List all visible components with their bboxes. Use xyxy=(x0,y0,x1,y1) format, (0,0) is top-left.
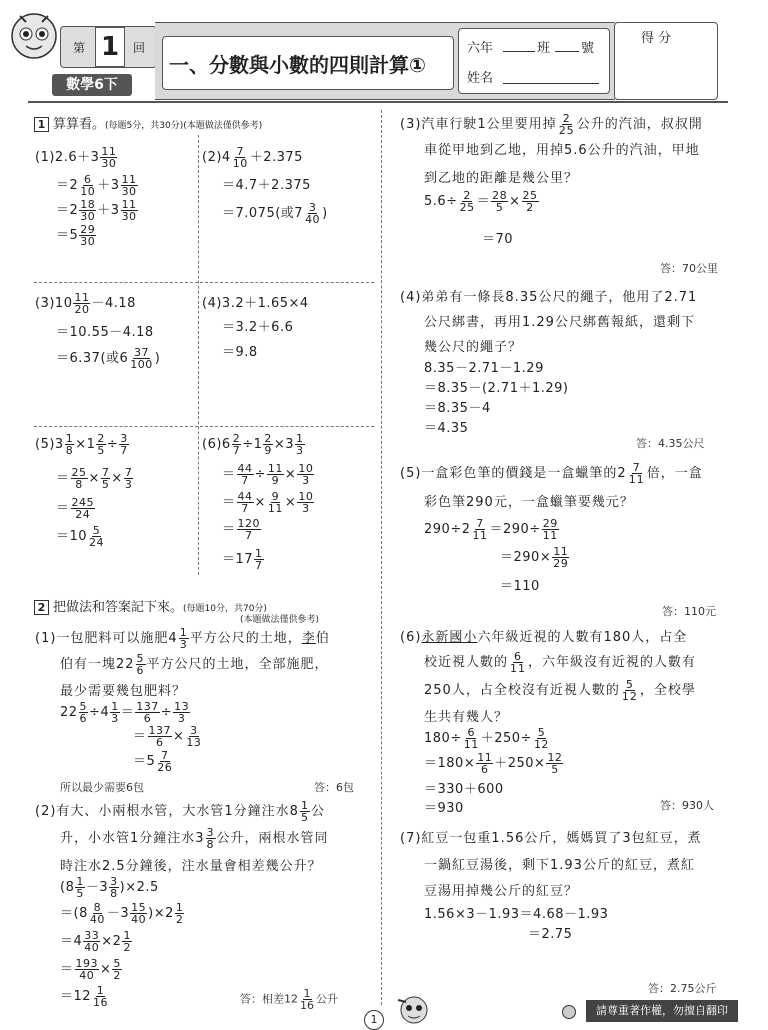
p5-step3: ＝10 $\frac{5}{24}$ xyxy=(56,524,105,549)
grid-divider xyxy=(198,135,199,575)
lesson-box xyxy=(60,26,157,68)
q2-step1: (8 $\frac{1}{5}$ －3 $\frac{3}{8}$ )×2.5 xyxy=(60,875,159,900)
p3-question: (3)10 $\frac{11}{20}$ －4.18 xyxy=(35,291,136,316)
p6-question: (6)6 $\frac{2}{7}$ ÷1 $\frac{2}{9}$ ×3 $\frac{1}{3}$ xyxy=(202,432,304,457)
q7-line1: (7)紅豆一包重1.56公斤，媽媽買了3包紅豆，煮 xyxy=(400,831,702,846)
p6-step1: ＝ $\frac{44}{7}$ ÷ $\frac{11}{9}$ × $\frac{10}{3}$ xyxy=(222,462,314,487)
q3-answer: 答：70公里 xyxy=(660,262,718,275)
grid-divider xyxy=(34,282,374,283)
q6-step1: 180÷ $\frac{6}{11}$ ＋250÷ $\frac{5}{12}$ xyxy=(424,726,549,751)
p2-question: (2)4 $\frac{7}{10}$ ＋2.375 xyxy=(202,145,303,170)
p5-question: (5)3 $\frac{1}{8}$ ×1 $\frac{2}{5}$ ÷ $\frac{3}{7}$ xyxy=(35,432,128,457)
q7-line3: 豆湯用掉幾公斤的紅豆？ xyxy=(424,884,579,899)
q5-line1: (5)一盒彩色筆的價錢是一盒蠟筆的2 $\frac{7}{11}$ 倍，一盒 xyxy=(400,461,703,486)
q4-answer: 答：4.35公尺 xyxy=(636,437,705,450)
section2-note: (每題10分，共70分) xyxy=(183,604,267,614)
p4-question: (4)3.2＋1.65×4 xyxy=(202,296,309,311)
student-info-box xyxy=(458,28,610,94)
q1-step3: ＝5 $\frac{7}{26}$ xyxy=(133,749,173,774)
q4-line3: 幾公尺的繩子？ xyxy=(424,340,523,355)
q4-step3: ＝8.35－4 xyxy=(424,401,491,416)
p5-step2: ＝ $\frac{245}{24}$ xyxy=(56,496,95,521)
q3-line3: 到乙地的距離是幾公里？ xyxy=(424,171,579,186)
q6-line1: (6)永新國小六年級近視的人數有180人，占全 xyxy=(400,630,688,645)
lesson-suffix: 回 xyxy=(133,41,146,55)
q2-step5: ＝12 $\frac{1}{16}$ xyxy=(60,984,109,1009)
p2-step2: ＝7.075(或7 $\frac{3}{40}$ ) xyxy=(222,201,328,226)
class-label: 班 xyxy=(537,41,551,56)
section2-number: 2 xyxy=(34,600,49,615)
section2-note2: (本題做法僅供參考) xyxy=(240,615,320,625)
page-number: 1 xyxy=(364,1010,384,1030)
q4-step4: ＝4.35 xyxy=(424,421,469,436)
section1-number: 1 xyxy=(34,117,49,132)
column-divider xyxy=(381,110,382,1005)
q2-answer: 答：相差12 $\frac{1}{16}$ 公升 xyxy=(240,987,338,1012)
q1-answer: 答：6包 xyxy=(314,781,354,794)
q2-step3: ＝4 $\frac{33}{40}$ ×2 $\frac{1}{2}$ xyxy=(60,929,131,954)
q1-line3: 最少需要幾包肥料？ xyxy=(60,684,187,699)
lesson-prefix: 第 xyxy=(73,41,86,55)
q5-step2: ＝290× $\frac{11}{29}$ xyxy=(500,545,569,570)
q5-step3: ＝110 xyxy=(500,579,540,594)
q3-step2: ＝70 xyxy=(482,232,514,247)
q3-line1: (3)汽車行駛1公里要用掉 $\frac{2}{25}$ 公升的汽油，叔叔開 xyxy=(400,112,703,137)
title-box xyxy=(162,36,454,90)
q6-line4: 生共有幾人？ xyxy=(424,710,509,725)
p1-step1: ＝2 $\frac{6}{10}$ ＋3 $\frac{11}{30}$ xyxy=(56,173,137,198)
q1-step2: ＝ $\frac{137}{6}$ × $\frac{3}{13}$ xyxy=(133,724,202,749)
q2-line3: 時注水2.5分鐘後，注水量會相差幾公升？ xyxy=(60,859,322,874)
q6-line3: 250人，占全校沒有近視人數的 $\frac{5}{12}$ ，全校學 xyxy=(424,678,696,703)
q5-line2: 彩色筆290元，一盒蠟筆要幾元？ xyxy=(424,495,634,510)
q7-answer: 答：2.75公斤 xyxy=(648,982,717,995)
q1-line2: 伯有一塊22 $\frac{5}{6}$ 平方公尺的土地，全部施肥， xyxy=(60,652,329,677)
q2-step2: ＝(8 $\frac{8}{40}$ －3 $\frac{15}{40}$ )×2 $\frac{1}{2}$ xyxy=(60,901,184,926)
q6-line2: 校近視人數的 $\frac{6}{11}$ ，六年級沒有近視的人數有 xyxy=(424,650,697,675)
p1-step3: ＝5 $\frac{29}{30}$ xyxy=(56,223,96,248)
q6-step3: ＝330＋600 xyxy=(424,782,504,797)
q7-line2: 一鍋紅豆湯後，剩下1.93公斤的紅豆，煮紅 xyxy=(424,858,695,873)
header-divider xyxy=(28,101,728,103)
p1-question: (1)2.6＋3 $\frac{11}{30}$ xyxy=(35,145,117,170)
q4-step1: 8.35－2.71－1.29 xyxy=(424,361,544,376)
mascot-icon xyxy=(4,6,64,64)
q4-line2: 公尺綁書，再用1.29公尺綁舊報紙，還剩下 xyxy=(424,315,695,330)
page-title: 一、分數與小數的四則計算① xyxy=(169,53,426,77)
section1-heading: 1 算算看。(每題5分，共30分)(本題做法僅供參考) xyxy=(34,113,262,132)
q2-step4: ＝ $\frac{193}{40}$ × $\frac{5}{2}$ xyxy=(60,957,121,982)
copyright-notice: 請尊重著作權，勿擅自翻印 xyxy=(586,1000,738,1022)
q1-step1: 22 $\frac{5}{6}$ ÷4 $\frac{1}{3}$ ＝ $\frac{137}{6}$ ÷ $\frac{13}{3}$ xyxy=(60,700,190,725)
score-label: 得 分 xyxy=(641,31,672,46)
q2-line1: (2)有大、小兩根水管，大水管1分鐘注水8 $\frac{1}{5}$ 公 xyxy=(35,799,325,824)
grade-label: 六年 xyxy=(467,41,494,56)
q3-step1: 5.6÷ $\frac{2}{25}$ ＝ $\frac{28}{5}$ × $\frac{25}{2}$ xyxy=(424,189,538,214)
grid-divider xyxy=(34,426,374,427)
section2-heading: 2 把做法和答案記下來。(每題10分，共70分) xyxy=(34,596,267,615)
section1-note: (每題5分，共30分)(本題做法僅供參考) xyxy=(105,121,263,131)
name-label: 姓名 xyxy=(467,71,494,86)
q7-step2: ＝2.75 xyxy=(528,927,573,942)
q6-step4: ＝930 xyxy=(424,801,464,816)
lesson-number: 1 xyxy=(95,27,125,67)
mascot-footer-icon xyxy=(392,990,438,1024)
q6-answer: 答：930人 xyxy=(660,799,714,812)
number-label: 號 xyxy=(581,41,595,56)
q4-line1: (4)弟弟有一條長8.35公尺的繩子，他用了2.71 xyxy=(400,290,698,305)
p2-step1: ＝4.7＋2.375 xyxy=(222,178,311,193)
q1-result: 所以最少需要6包 xyxy=(60,781,144,794)
p1-step2: ＝2 $\frac{18}{30}$ ＋3 $\frac{11}{30}$ xyxy=(56,198,137,223)
q4-step2: ＝8.35－(2.71＋1.29) xyxy=(424,381,569,396)
p6-step2: ＝ $\frac{44}{7}$ × $\frac{9}{11}$ × $\frac{10}{3}$ xyxy=(222,490,314,515)
q3-line2: 車從甲地到乙地，用掉5.6公升的汽油，甲地 xyxy=(424,143,700,158)
q1-line1: (1)一包肥料可以施肥4 $\frac{1}{3}$ 平方公尺的土地，李伯 xyxy=(35,626,330,651)
p3-step1: ＝10.55－4.18 xyxy=(56,325,154,340)
q2-line2: 升，小水管1分鐘注水3 $\frac{3}{8}$ 公升，兩根水管同 xyxy=(60,826,329,851)
p3-step2: ＝6.37(或6 $\frac{37}{100}$ ) xyxy=(56,346,161,371)
score-box[interactable] xyxy=(614,22,718,100)
p5-step1: ＝ $\frac{25}{8}$ × $\frac{7}{5}$ × $\frac{7}{3}$ xyxy=(56,466,133,491)
p6-step3: ＝ $\frac{120}{7}$ xyxy=(222,517,261,542)
q5-step1: 290÷2 $\frac{7}{11}$ ＝290÷ $\frac{29}{11}$ xyxy=(424,517,558,542)
p6-step4: ＝17 $\frac{1}{7}$ xyxy=(222,547,263,572)
subject-tab: 數學6下 xyxy=(52,74,132,96)
q5-answer: 答：110元 xyxy=(662,605,716,618)
copyright-icon xyxy=(562,1005,576,1019)
p4-step1: ＝3.2＋6.6 xyxy=(222,320,294,335)
q6-step2: ＝180× $\frac{11}{6}$ ＋250× $\frac{12}{5}$ xyxy=(424,751,563,776)
q7-step1: 1.56×3－1.93＝4.68－1.93 xyxy=(424,907,609,922)
p4-step2: ＝9.8 xyxy=(222,345,258,360)
